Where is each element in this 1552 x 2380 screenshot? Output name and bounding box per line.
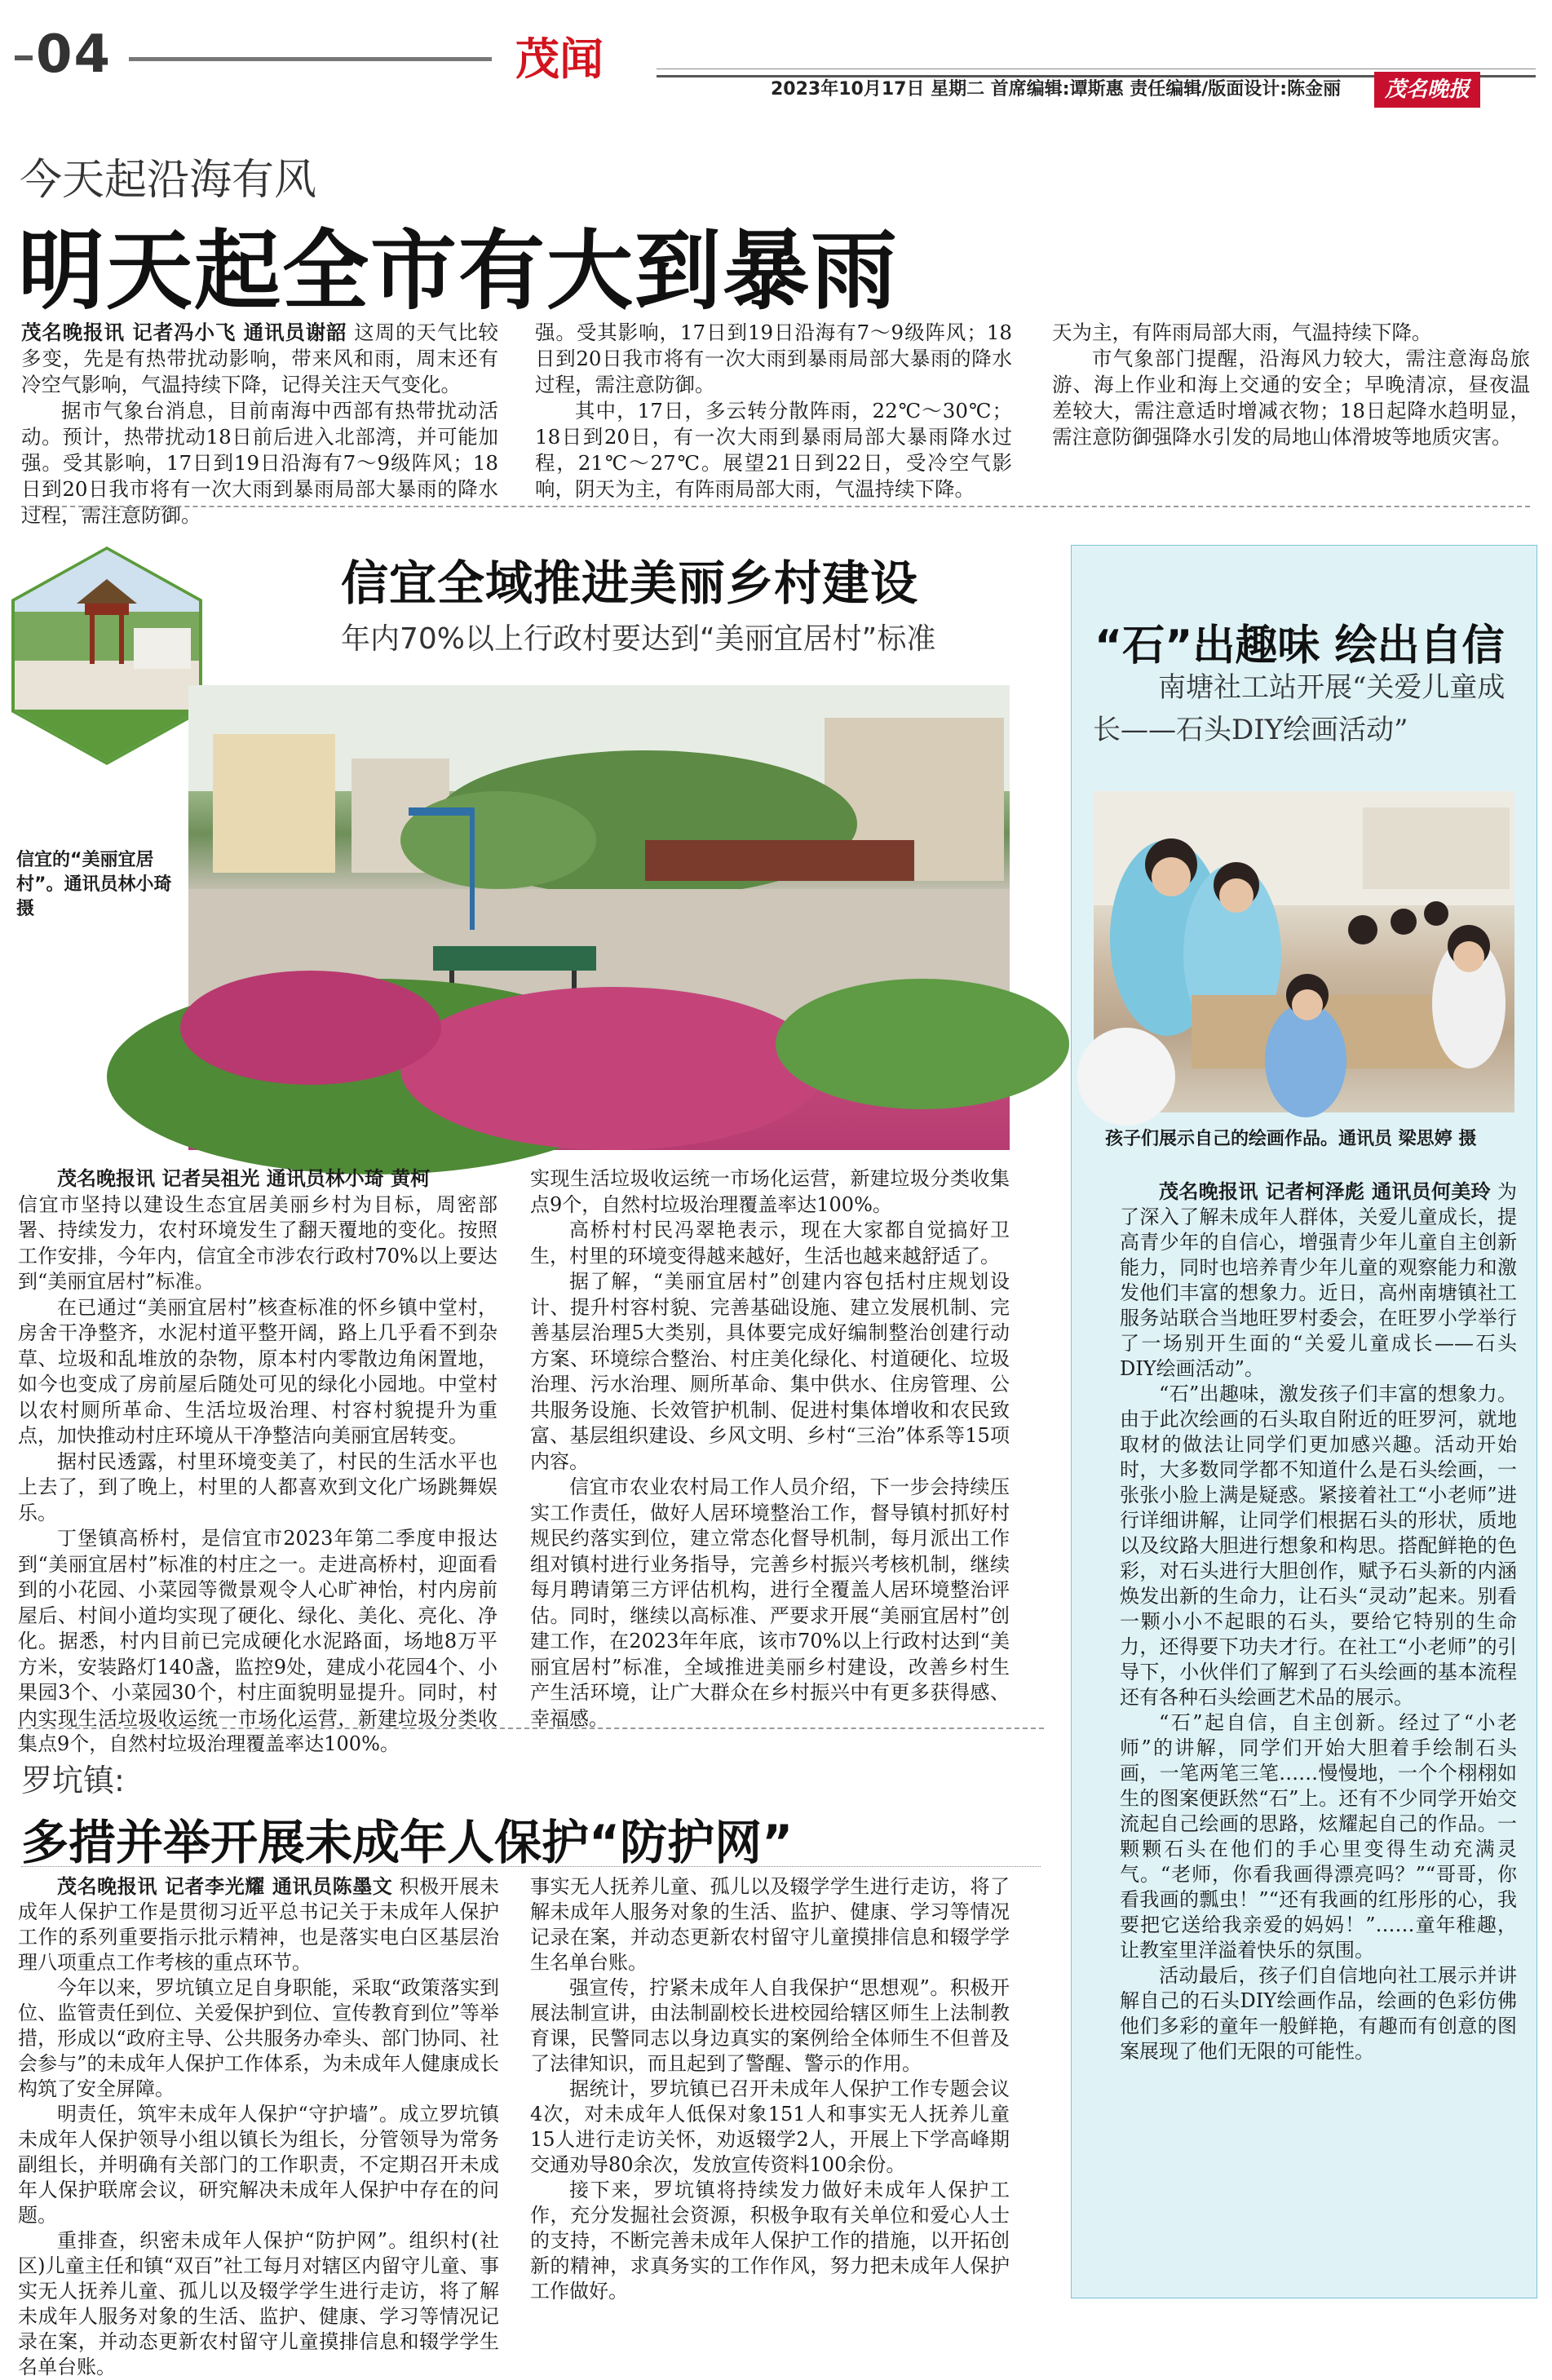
article3-column-2	[530, 1874, 1010, 2304]
article1-paragraph: 据市气象台消息，目前南海中西部有热带扰动活动。预计，热带扰动18日前后进入北部湾，并可能加强。受其影响，17日到19日沿海有7～9级阵风；18日到20日我市将有一次大雨到暴雨局部大暴雨的降水过程，需注意防御。	[21, 399, 498, 527]
article1-kicker: 今天起沿海有风	[20, 156, 317, 205]
classroom-scene	[1094, 791, 1514, 1113]
article2-paragraph-cont: 实现生活垃圾收运统一市场化运营，新建垃圾分类收集点9个，自然村垃圾治理覆盖率达100%。	[530, 1167, 1010, 1216]
page-number: 04	[36, 24, 113, 85]
article3-headline: 多措并举开展未成年人保护“防护网”	[21, 1815, 794, 1870]
divider	[18, 1727, 1044, 1729]
article3-paragraph-cont: 事实无人抚养儿童、孤儿以及辍学学生进行走访，将了解未成年人服务对象的生活、监护、健康、学习等情况记录在案，并动态更新农村留守儿童摸排信息和辍学学生名单台账。	[530, 1875, 1010, 1974]
article1-column-3	[1052, 320, 1530, 450]
section-name: 茂闻	[515, 33, 604, 85]
article1-paragraph: 茂名晚报讯 记者冯小飞 通讯员谢韶 这周的天气比较多变，先是有热带扰动影响，带来风和雨，周末还有冷空气影响，气温持续下降，记得关注天气变化。	[21, 321, 499, 396]
sidebar-paragraph: “石”起自信，自主创新。经过了“小老师”的讲解，同学们开始大胆着手绘制石头画，一笔两笔三笔……慢慢地，一个个栩栩如生的图案便跃然“石”上。还有不少同学开始交流起自己绘画的思路，炫耀起自己的作品。一颗颗石头在他们的手心里变得生动充满灵气。“老师，你看我画得漂亮吗？”“哥哥，你看我画的瓢虫！”“还有我画的红彤彤的心，我要把它送给我亲爱的妈妈！”……童年稚趣，让教室里洋溢着快乐的氛围。	[1120, 1711, 1517, 1962]
article3-kicker: 罗坑镇:	[21, 1763, 125, 1798]
article3-paragraph: 接下来，罗坑镇将持续发力做好未成年人保护工作，充分发掘社会资源，积极争取有关单位和爱心人士的支持，不断完善未成年人保护工作的措施，以开拓创新的精神，求真务实的工作作风，努力把未成年人保护工作做好。	[530, 2179, 1010, 2303]
article1-paragraph: 市气象部门提醒，沿海风力较大，需注意海岛旅游、海上作业和海上交通的安全；早晚清凉，昼夜温差较大，需注意适时增减衣物；18日起降水趋明显，需注意防御强降水引发的局地山体滑坡等地质灾害。	[1052, 347, 1530, 449]
sidebar-subheadline: 南塘社工站开展“关爱儿童成长——石头DIY绘画活动”	[1093, 671, 1506, 746]
divider	[21, 1866, 1041, 1867]
village-scene	[188, 685, 1010, 1150]
hexagon-inset-photo	[11, 546, 202, 765]
dateline: 2023年10月17日 星期二 首席编辑:谭斯惠 责任编辑/版面设计:陈金丽	[771, 79, 1342, 100]
article2-paragraph: 据村民透露，村里环境变美了，村民的生活水平也上去了，到了晚上，村里的人都喜欢到文化广场跳舞娱乐。	[18, 1449, 497, 1524]
kids-photo	[1094, 791, 1514, 1113]
article2-paragraph: 信宜市坚持以建设生态宜居美丽乡村为目标，周密部署、持续发力，农村环境发生了翻天覆地的变化。按照工作安排，今年内，信宜全市涉农行政村70%以上要达到“美丽宜居村”标准。	[18, 1192, 497, 1293]
page-number-rule	[15, 55, 33, 60]
article2-paragraph: 高桥村村民冯翠艳表示，现在大家都自觉搞好卫生，村里的环境变得越来越好，生活也越来越舒适了。	[530, 1219, 1010, 1267]
article1-byline: 茂名晚报讯 记者冯小飞 通讯员谢韶	[21, 321, 347, 344]
article2-subheadline: 年内70%以上行政村要达到“美丽宜居村”标准	[341, 622, 936, 656]
newspaper-logo: 茂名晚报	[1374, 72, 1480, 108]
article2-paragraph: 丁堡镇高桥村，是信宜市2023年第二季度申报达到“美丽宜居村”标准的村庄之一。走进高桥村，迎面看到的小花园、小菜园等微景观令人心旷神怡，村内房前屋后、村间小道均实现了硬化、绿化、美化、亮化、净化。据悉，村内目前已完成硬化水泥路面，场地8万平方米，安装路灯140盏，监控9处，建成小花园4个、小果园3个、小菜园30个，村庄面貌明显提升。同时，村内实现生活垃圾收运统一市场化运营，新建垃圾分类收集点9个，自然村垃圾治理覆盖率达100%。	[18, 1527, 497, 1755]
article2-headline: 信宜全域推进美丽乡村建设	[341, 555, 919, 611]
sidebar-headline: “石”出趣味 绘出自信	[1094, 622, 1505, 670]
village-photo	[188, 685, 1010, 1150]
article3-paragraph: 今年以来，罗坑镇立足自身职能，采取“政策落实到位、监管责任到位、关爱保护到位、宣传教育到位”等举措，形成以“政府主导、公共服务办牵头、部门协同、社会参与”的未成年人保护工作体系，为未成年人健康成长构筑了安全屏障。	[18, 1976, 499, 2100]
sidebar-paragraph: “石”出趣味，激发孩子们丰富的想象力。由于此次绘画的石头取自附近的旺罗河，就地取材的做法让同学们更加感兴趣。活动开始时，大多数同学都不知道什么是石头绘画，一张张小脸上满是疑惑。紧接着社工“小老师”进行详细讲解，让同学们根据石头的形状，质地以及纹路大胆进行想象和构思。搭配鲜艳的色彩，对石头进行大胆创作，赋予石头新的内涵焕发出新的生命力，让石头“灵动”起来。别看一颗小小不起眼的石头，要给它特别的生命力，还得要下功夫才行。在社工“小老师”的引导下，小伙伴们了解到了石头绘画的基本流程还有各种石头绘画艺术品的展示。	[1120, 1382, 1517, 1709]
sidebar-byline: 茂名晚报讯 记者柯泽彪 通讯员何美玲	[1159, 1180, 1492, 1203]
article2-byline: 茂名晚报讯 记者吴祖光 通讯员林小琦 黄柯	[57, 1167, 431, 1190]
masthead-rule-left	[129, 57, 492, 61]
sidebar-paragraph: 活动最后，孩子们自信地向社工展示并讲解自己的石头DIY绘画作品，绘画的色彩仿佛他们多彩的童年一般鲜艳，有趣而有创意的图案展现了他们无限的可能性。	[1120, 1964, 1517, 2063]
article3-paragraph: 重排查，织密未成年人保护“防护网”。组织村(社区)儿童主任和镇“双百”社工每月对辖区内留守儿童、事实无人抚养儿童、孤儿以及辍学学生进行走访，将了解未成年人服务对象的生活、监护、健康、学习等情况记录在案，并动态更新农村留守儿童摸排信息和辍学学生名单台账。	[18, 2229, 499, 2378]
article2-paragraph: 据了解，“美丽宜居村”创建内容包括村庄规划设计、提升村容村貌、完善基础设施、建立发展机制、完善基层治理5大类别，具体要完成好编制整治创建行动方案、环境综合整治、村庄美化绿化、村道硬化、垃圾治理、污水治理、厕所革命、集中供水、住房管理、公共服务设施、长效管护机制、促进村集体增收和农民致富、基层组织建设、乡风文明、乡村“三治”体系等15项内容。	[530, 1270, 1010, 1473]
masthead	[0, 0, 1552, 114]
article3-paragraph: 茂名晚报讯 记者李光耀 通讯员陈墨文 积极开展未成年人保护工作是贯彻习近平总书记关于未成年人保护工作的系列重要指示批示精神，也是落实电白区基层治理八项重点工作考核的重点环节。	[18, 1875, 499, 1974]
sidebar-photo-caption: 孩子们展示自己的绘画作品。通讯员 梁思婷 摄	[1105, 1129, 1477, 1149]
pavilion-illustration	[11, 546, 202, 765]
article2-photo-caption-text: 信宜的“美丽宜居村”。通讯员林小琦 摄	[16, 850, 172, 919]
article3-column-1	[18, 1874, 499, 2378]
article2-paragraph: 信宜市农业农村局工作人员介绍，下一步会持续压实工作责任，做好人居环境整治工作，督导镇村抓好村规民约落实到位，建立常态化督导机制，每月派出工作组对镇村进行业务指导，完善乡村振兴考核机制，继续每月聘请第三方评估机构，进行全覆盖人居环境整治评估。同时，继续以高标准、严要求开展“美丽宜居村”创建工作，在2023年年底，该市70%以上行政村达到“美丽宜居村”标准，全域推进美丽乡村建设，改善乡村生产生活环境，让广大群众在乡村振兴中有更多获得感、幸福感。	[530, 1475, 1010, 1730]
article3-paragraph: 明责任，筑牢未成年人保护“守护墙”。成立罗坑镇未成年人保护领导小组以镇长为组长，分管领导为常务副组长，并明确有关部门的工作职责，不定期召开未成年人保护联席会议，研究解决未成年人保护中存在的问题。	[18, 2103, 499, 2227]
article2-column-2	[530, 1166, 1010, 1732]
article1-paragraph-cont: 强。受其影响，17日到19日沿海有7～9级阵风；18日到20日我市将有一次大雨到暴雨局部大暴雨的降水过程，需注意防御。	[535, 321, 1012, 396]
article2-paragraph: 在已通过“美丽宜居村”核查标准的怀乡镇中堂村，房舍干净整齐，水泥村道平整开阔，路上几乎看不到杂草、垃圾和乱堆放的杂物，原本村内零散边角闲置地，如今也变成了房前屋后随处可见的绿化小园地。中堂村以农村厕所革命、生活垃圾治理、村容村貌提升为重点，加快推动村庄环境从干净整洁向美丽宜居转变。	[18, 1295, 497, 1447]
article2-column-1	[18, 1166, 497, 1755]
article3-paragraph: 据统计，罗坑镇已召开未成年人保护工作专题会议4次，对未成年人低保对象151人和事实无人抚养儿童15人进行走访关怀，劝返辍学2人，开展上下学高峰期交通劝导80余次，发放宣传资料100余份。	[530, 2077, 1010, 2176]
sidebar-column	[1120, 1179, 1517, 2064]
sidebar-paragraph: 茂名晚报讯 记者柯泽彪 通讯员何美玲 为了深入了解未成年人群体，关爱儿童成长，提高青少年的自信心，增强青少年儿童自主创新能力，同时也培养青少年儿童的观察能力和激发他们丰富的想象力。近日，高州南塘镇社工服务站联合当地旺罗村委会，在旺罗小学举行了一场别开生面的“关爱儿童成长——石头DIY绘画活动”。	[1120, 1180, 1517, 1380]
article2-byline-line	[18, 1166, 497, 1192]
article1-paragraph: 其中，17日，多云转分散阵雨，22℃～30℃；18日到20日，有一次大雨到暴雨局部大暴雨降水过程，21℃～27℃。展望21日到22日，受冷空气影响，阴天为主，有阵雨局部大雨，气温持续下降。	[535, 399, 1012, 501]
article3-byline: 茂名晚报讯 记者李光耀 通讯员陈墨文	[57, 1875, 393, 1898]
divider	[21, 506, 1530, 507]
article1-column-1	[21, 320, 499, 527]
article1-paragraph-cont: 天为主，有阵雨局部大雨，气温持续下降。	[1052, 321, 1432, 344]
article2-photo-caption	[16, 848, 186, 922]
article3-paragraph: 强宣传，拧紧未成年人自我保护“思想观”。积极开展法制宣讲，由法制副校长进校园给辖区师生上法制教育课，民警同志以身边真实的案例给全体师生不但普及了法律知识，而且起到了警醒、警示的作用。	[530, 1976, 1010, 2075]
article1-column-2	[535, 320, 1012, 501]
article1-headline: 明天起全市有大到暴雨	[18, 221, 899, 321]
